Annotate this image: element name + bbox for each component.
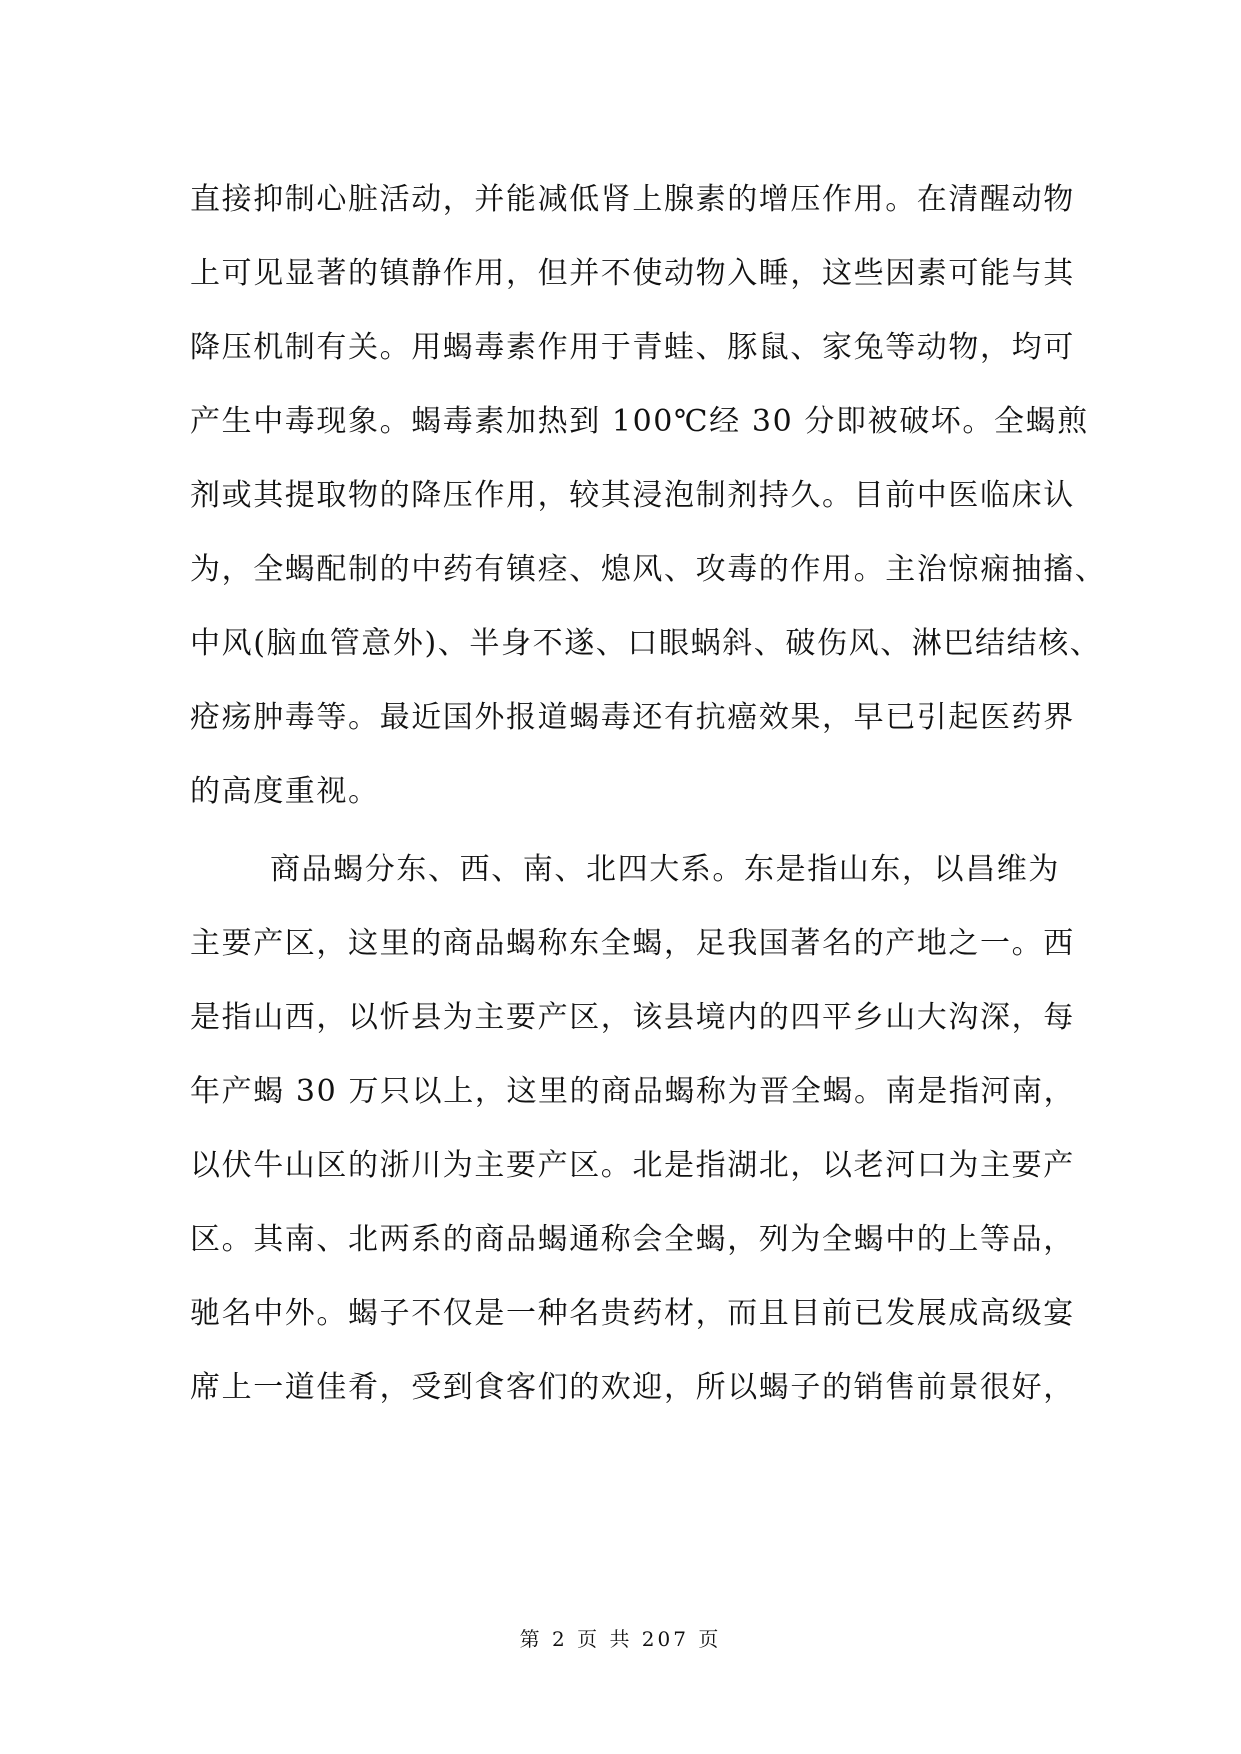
text-line: 主要产区，这里的商品蝎称东全蝎，足我国著名的产地之一。西 [190, 926, 1075, 961]
text-line: 的高度重视。 [190, 774, 380, 809]
text-line: 区。其南、北两系的商品蝎通称会全蝎，列为全蝎中的上等品， [190, 1222, 1075, 1257]
text-line: 席上一道佳肴，受到食客们的欢迎，所以蝎子的销售前景很好， [190, 1370, 1075, 1405]
text-line: 年产蝎 30 万只以上，这里的商品蝎称为晋全蝎。南是指河南， [190, 1074, 1076, 1109]
text-line: 为，全蝎配制的中药有镇痉、熄风、攻毒的作用。主治惊痫抽搐、 [190, 552, 1107, 587]
text-line: 中风(脑血管意外)、半身不遂、口眼蜗斜、破伤风、淋巴结结核、 [190, 626, 1102, 661]
text-line: 以伏牛山区的浙川为主要产区。北是指湖北，以老河口为主要产 [190, 1148, 1075, 1183]
text-line: 直接抑制心脏活动，并能减低肾上腺素的增压作用。在清醒动物 [190, 182, 1075, 217]
text-line: 上可见显著的镇静作用，但并不使动物入睡，这些因素可能与其 [190, 256, 1075, 291]
text-line: 剂或其提取物的降压作用，较其浸泡制剂持久。目前中医临床认 [190, 478, 1075, 513]
paragraph-first-line: 商品蝎分东、西、南、北四大系。东是指山东，以昌维为 [270, 852, 1060, 887]
text-line: 是指山西，以忻县为主要产区，该县境内的四平乡山大沟深，每 [190, 1000, 1075, 1035]
text-line: 产生中毒现象。蝎毒素加热到 100℃经 30 分即被破坏。全蝎煎 [190, 404, 1089, 439]
page-number-footer: 第 2 页 共 207 页 [519, 1627, 722, 1651]
text-line: 驰名中外。蝎子不仅是一种名贵药材，而且目前已发展成高级宴 [190, 1296, 1075, 1331]
text-line: 疮疡肿毒等。最近国外报道蝎毒还有抗癌效果，早已引起医药界 [190, 700, 1075, 735]
text-line: 降压机制有关。用蝎毒素作用于青蛙、豚鼠、家兔等动物，均可 [190, 330, 1075, 365]
